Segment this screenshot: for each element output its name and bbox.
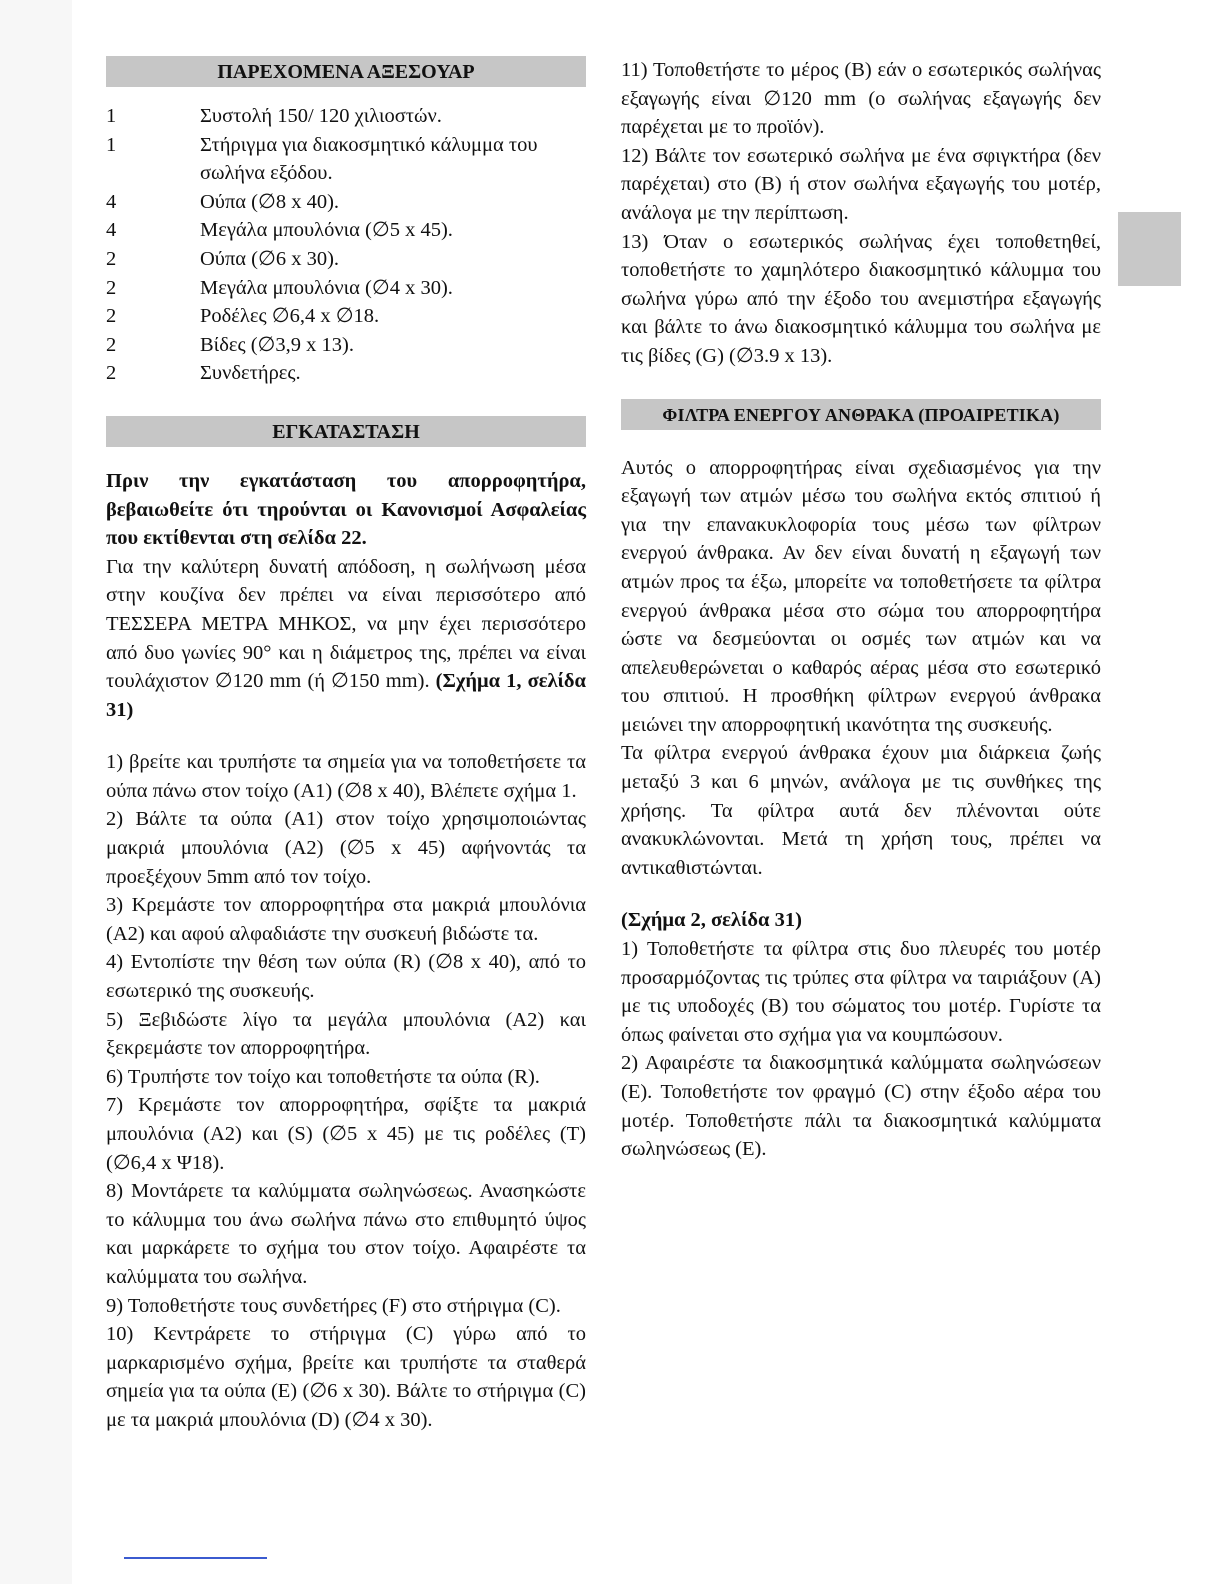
list-item xyxy=(106,274,586,303)
installation-heading: ΕΓΚΑΤΑΣΤΑΣΗ xyxy=(106,416,586,447)
step-9: 9) Τοποθετήστε τους συνδετήρες (F) στο στήριγμα (C). xyxy=(106,1294,561,1317)
filters-step-1: 1) Τοποθετήστε τα φίλτρα στις δυο πλευρές του μοτέρ προσαρμόζοντας τις τρύπες στα φίλτρα να ταιριάξουν (A) με τις υποδοχές (B) του σώματος του μοτέρ. Γυρίστε τα όπως φαίνεται στο σχήμα για να κουμπώσουν. xyxy=(621,938,1101,1046)
item-qty: 4 xyxy=(106,219,117,242)
filters-figure-ref: (Σχήμα 2, σελίδα 31) xyxy=(621,909,802,932)
filters-heading: ΦΙΛΤΡΑ ΕΝΕΡΓΟΥ ΑΝΘΡΑΚΑ (ΠΡΟΑΙΡΕΤΙΚΑ) xyxy=(621,399,1101,430)
step-6: 6) Τρυπήστε τον τοίχο και τοποθετήστε τα ούπα (R). xyxy=(106,1065,540,1088)
item-qty: 2 xyxy=(106,362,117,385)
filters-paragraph-2: Τα φίλτρα ενεργού άνθρακα έχουν μια διάρκεια ζωής μεταξύ 3 και 6 μηνών, ανάλογα με τις συνθήκες της χρήσης. Τα φίλτρα αυτά δεν πλένονται ούτε ανακυκλώνονται. Μετά τη χρήση τους, πρέπει να αντικαθιστώνται. xyxy=(621,742,1101,879)
step-12: 12) Βάλτε τον εσωτερικό σωλήνα με ένα σφιγκτήρα (δεν παρέχεται) στο (B) ή στον σωλήνα εξαγωγής του μοτέρ, ανάλογα με την περίπτωση. xyxy=(621,144,1101,224)
item-qty: 2 xyxy=(106,333,117,356)
accessories-list xyxy=(106,102,586,388)
item-desc: Βίδες (∅3,9 x 13). xyxy=(200,333,354,356)
list-item xyxy=(106,245,586,274)
right-column xyxy=(621,56,1101,1164)
list-item xyxy=(106,359,586,388)
step-11: 11) Τοποθετήστε το μέρος (B) εάν ο εσωτερικός σωλήνας εξαγωγής είναι ∅120 mm (ο σωλήνας εξαγωγής δεν παρέχεται με το προϊόν). xyxy=(621,59,1101,139)
figure-ref: (Σχήμα 1, σελίδα 31) xyxy=(106,670,586,721)
step-7: 7) Κρεμάστε τον απορροφητήρα, σφίξτε τα μακριά μπουλόνια (A2) και (S) (∅5 x 45) με τις ροδέλες (T) (∅6,4 x Ψ18). xyxy=(106,1094,586,1174)
item-desc: Μεγάλα μπουλόνια (∅4 x 30). xyxy=(200,276,453,299)
item-desc: Ούπα (∅6 x 30). xyxy=(200,247,340,270)
intro-text: Για την καλύτερη δυνατή απόδοση, η σωλήνωση μέσα στην κουζίνα δεν πρέπει να είναι περισσότερο από ΤΕΣΣΕΡΑ ΜΕΤΡΑ ΜΗΚΟΣ, να μην έχει περισσότερο από δυο γωνίες 90° και η διάμετρος της, πρέπει να είναι τουλάχιστον ∅120 mm (ή ∅150 mm). xyxy=(106,555,586,693)
item-qty: 2 xyxy=(106,276,117,299)
step-8: 8) Μοντάρετε τα καλύμματα σωληνώσεως. Ανασηκώστε το κάλυμμα του άνω σωλήνα πάνω στο επιθυμητό ύψος και μαρκάρετε το σχήμα του στον τοίχο. Αφαιρέστε τα καλύμματα του σωλήνα. xyxy=(106,1180,586,1288)
step-1: 1) βρείτε και τρυπήστε τα σημεία για να τοποθετήσετε τα ούπα πάνω στον τοίχο (A1) (∅8 x 40), Βλέπετε σχήμα 1. xyxy=(106,751,586,802)
step-10: 10) Κεντράρετε το στήριγμα (C) γύρω από το μαρκαρισμένο σχήμα, βρείτε και τρυπήστε τα σταθερά σημεία για τα ούπα (E) (∅6 x 30). Βάλτε το στήριγμα (C) με τα μακριά μπουλόνια (D) (∅4 x 30). xyxy=(106,1323,586,1431)
page-edge xyxy=(0,0,72,1584)
list-item xyxy=(106,216,586,245)
safety-warning: Πριν την εγκατάσταση του απορροφητήρα, βεβαιωθείτε ότι τηρούνται οι Κανονισμοί Ασφαλείας που εκτίθενται στη σελίδα 22. xyxy=(106,469,586,550)
step-3: 3) Κρεμάστε τον απορροφητήρα στα μακριά μπουλόνια (A2) και αφού αλφαδιάστε την συσκευή βιδώστε τα. xyxy=(106,894,586,945)
item-desc: Μεγάλα μπουλόνια (∅5 x 45). xyxy=(200,219,453,242)
list-item xyxy=(106,302,586,331)
item-qty: 4 xyxy=(106,190,117,213)
item-qty: 2 xyxy=(106,247,117,270)
item-desc: Συστολή 150/ 120 χιλιοστών. xyxy=(200,105,442,127)
item-qty: 1 xyxy=(106,133,117,156)
filters-step-2: 2) Αφαιρέστε τα διακοσμητικά καλύμματα σωληνώσεων (E). Τοποθετήστε τον φραγμό (C) στην έξοδο αέρα του μοτέρ. Τοποθετήστε πάλι τα διακοσμητικά καλύμματα σωληνώσεως (E). xyxy=(621,1052,1101,1161)
left-column xyxy=(106,56,586,1435)
item-desc: Ροδέλες ∅6,4 x ∅18. xyxy=(200,305,380,328)
item-desc: Στήριγμα για διακοσμητικό κάλυμμα του σωλήνα εξόδου. xyxy=(200,133,538,185)
step-5: 5) Ξεβιδώστε λίγο τα μεγάλα μπουλόνια (A2) και ξεκρεμάστε τον απορροφητήρα. xyxy=(106,1008,586,1060)
step-4: 4) Εντοπίστε την θέση των ούπα (R) (∅8 x 40), από το εσωτερικό της συσκευής. xyxy=(106,951,586,1003)
installation-intro xyxy=(106,553,586,725)
item-desc: Συνδετήρες. xyxy=(200,362,301,385)
list-item xyxy=(106,331,586,360)
side-tab-marker xyxy=(1118,212,1181,286)
step-13: 13) Όταν ο εσωτερικός σωλήνας έχει τοποθετηθεί, τοποθετήστε το χαμηλότερο διακοσμητικό κάλυμμα του σωλήνα γύρω από την έξοδο του ανεμιστήρα εξαγωγής και βάλτε το άνω διακοσμητικό κάλυμμα του σωλήνα με τις βίδες (G) (∅3.9 x 13). xyxy=(621,230,1101,367)
footer-line xyxy=(124,1557,267,1559)
step-2: 2) Βάλτε τα ούπα (A1) στον τοίχο χρησιμοποιώντας μακριά μπουλόνια (A2) (∅5 x 45) αφήνοντάς τα προεξέχουν 5mm από τον τοίχο. xyxy=(106,808,586,888)
item-qty: 1 xyxy=(106,105,117,127)
list-item xyxy=(106,102,586,131)
list-item xyxy=(106,131,586,188)
accessories-heading: ΠΑΡΕΧΟΜΕΝΑ ΑΞΕΣΟΥΑΡ xyxy=(106,56,586,87)
filters-paragraph-1: Αυτός ο απορροφητήρας είναι σχεδιασμένος για την εξαγωγή των ατμών μέσω του σωλήνα εκτός σπιτιού ή για την επανακυκλοφορία τους μέσω των φίλτρων ενεργού άνθρακα. Αν δεν είναι δυνατή η εξαγωγή των ατμών προς τα έξω, μπορείτε να τοποθετήσετε τα φίλτρα ενεργού άνθρακα μέσα στο σώμα του απορροφητήρα ώστε να δεσμεύονται οι οσμές των ατμών και να απελευθερώνεται ο καθαρός αέρας μέσα στο εσωτερικό του σπιτιού. Η προσθήκη φίλτρων ενεργού άνθρακα μειώνει την απορροφητική ικανότητα της συσκευής. xyxy=(621,456,1101,736)
list-item xyxy=(106,188,586,217)
item-desc: Ούπα (∅8 x 40). xyxy=(200,190,340,213)
item-qty: 2 xyxy=(106,305,117,328)
